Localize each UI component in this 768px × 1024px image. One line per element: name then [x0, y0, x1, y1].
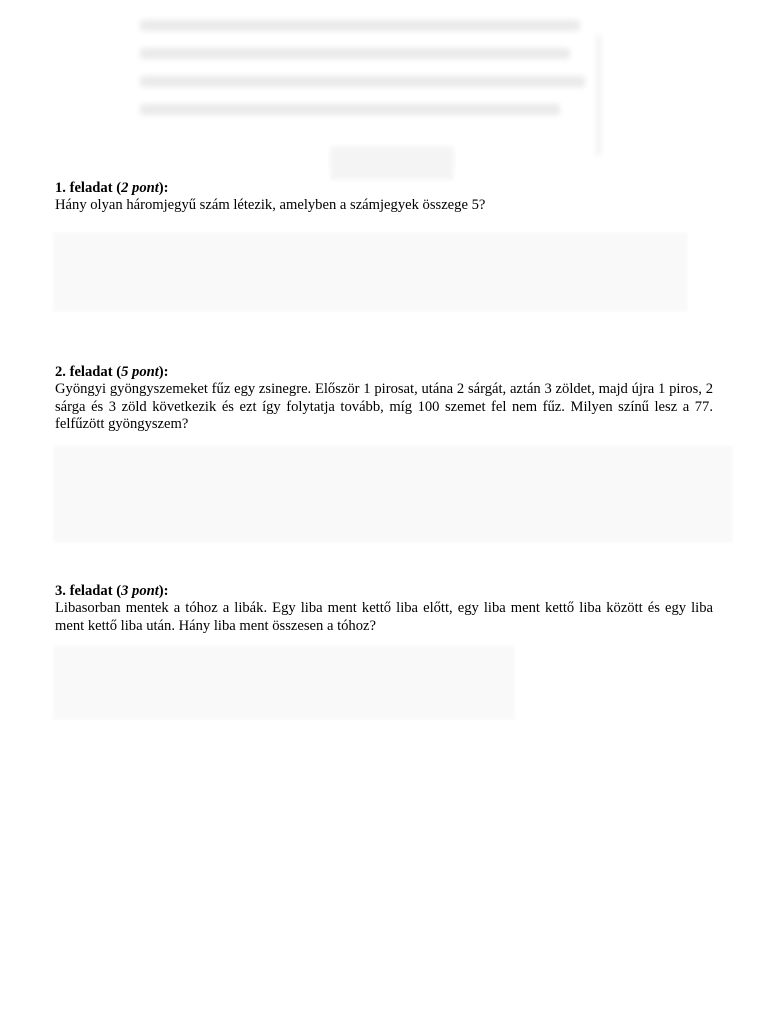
task-2-obscured-answer [53, 445, 733, 543]
task-1-title: 1. feladat (2 pont): [55, 180, 169, 196]
task-1-points: 2 pont [121, 180, 159, 196]
task-2-points: 5 pont [121, 364, 159, 380]
task-3-label: 3. feladat [55, 583, 113, 599]
task-2-text: Gyöngyi gyöngyszemeket fűz egy zsinegre. Először 1 pirosat, utána 2 sárgát, aztán 3 zöldet, majd újra 1 piros, 2 sárga és 3 zöld következik és ezt így folytatja tovább, míg 100 szemet fel nem fűz. Milyen színű lesz a 77. felfűzött gyöngyszem? [55, 381, 713, 433]
task-2-label: 2. feladat [55, 364, 113, 380]
task-3-obscured-answer [53, 645, 515, 720]
task-3-title: 3. feladat (3 pont): [55, 583, 169, 599]
task-2-title: 2. feladat (5 pont): [55, 364, 169, 380]
task-2 [55, 364, 713, 434]
task-3-text: Libasorban mentek a tóhoz a libák. Egy liba ment kettő liba előtt, egy liba ment kettő liba között és egy liba ment kettő liba után. Hány liba ment összesen a tóhoz? [55, 600, 713, 634]
task-3-points: 3 pont [121, 583, 159, 599]
obscured-header [140, 20, 610, 145]
task-1-obscured-answer [53, 232, 688, 312]
task-3 [55, 583, 713, 635]
task-1 [55, 180, 713, 215]
task-1-text: Hány olyan háromjegyű szám létezik, amelyben a számjegyek összege 5? [55, 197, 486, 214]
task-1-label: 1. feladat [55, 180, 113, 196]
obscured-button [330, 146, 454, 180]
